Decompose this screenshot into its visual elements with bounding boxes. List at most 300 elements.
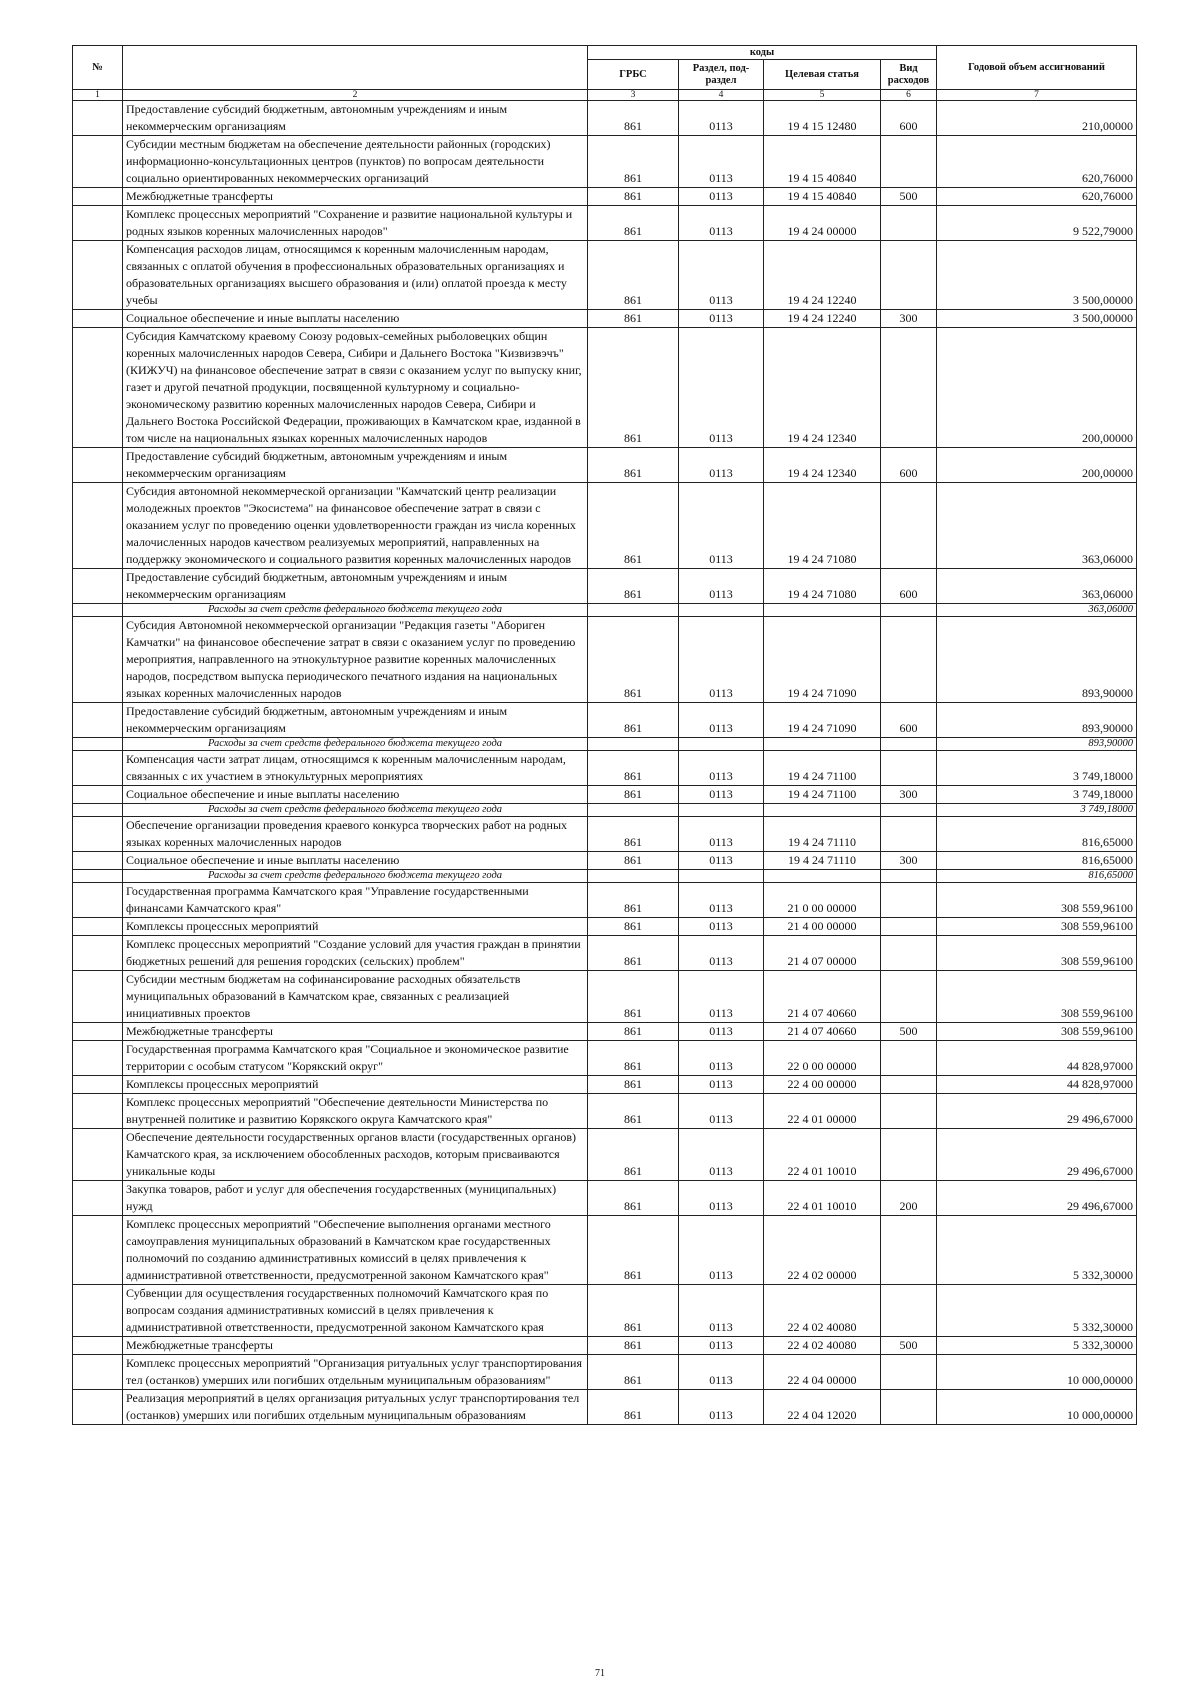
row-expense-type: 600 [881,569,937,604]
row-expense-type [881,817,937,852]
row-section: 0113 [679,786,764,804]
table-row [73,883,1137,918]
row-description: Субсидия Автономной некоммерческой организации "Редакция газеты "Абориген Камчатки" на финансовое обеспечение затрат в связи с оказанием услуг по проведению мероприятия, направленного на этнокультурное развитие коренных малочисленных народов, посредством выпуска периодического печатного издания на национальных языках коренных малочисленных народов [123,617,588,703]
table-row [73,1181,1137,1216]
header-exp-type: Вид расходов [881,60,937,90]
row-article: 19 4 24 71080 [764,483,881,569]
row-article: 21 4 00 00000 [764,918,881,936]
row-article: 22 4 01 00000 [764,1094,881,1129]
header-article: Целевая статья [764,60,881,90]
table-row [73,852,1137,870]
row-section: 0113 [679,1076,764,1094]
row-section: 0113 [679,328,764,448]
row-description: Межбюджетные трансферты [123,188,588,206]
row-description: Межбюджетные трансферты [123,1023,588,1041]
row-expense-type [881,483,937,569]
row-amount: 200,00000 [937,328,1137,448]
row-section: 0113 [679,241,764,310]
row-article: 19 4 24 71100 [764,786,881,804]
row-amount: 29 496,67000 [937,1094,1137,1129]
row-amount: 44 828,97000 [937,1041,1137,1076]
row-amount: 44 828,97000 [937,1076,1137,1094]
row-grbs: 861 [588,1041,679,1076]
row-section: 0113 [679,1285,764,1337]
row-expense-type [881,1129,937,1181]
table-row [73,569,1137,604]
row-grbs: 861 [588,1181,679,1216]
row-expense-type [881,883,937,918]
row-amount: 5 332,30000 [937,1285,1137,1337]
row-grbs [588,804,679,817]
row-grbs: 861 [588,617,679,703]
row-number [73,883,123,918]
row-number [73,569,123,604]
row-number [73,136,123,188]
row-article: 22 4 04 00000 [764,1355,881,1390]
row-description: Расходы за счет средств федерального бюджета текущего года [123,604,588,617]
table-row [73,1285,1137,1337]
row-number [73,1355,123,1390]
row-number [73,751,123,786]
row-article: 21 4 07 00000 [764,936,881,971]
row-section: 0113 [679,1181,764,1216]
row-number [73,817,123,852]
row-article [764,604,881,617]
row-grbs: 861 [588,936,679,971]
row-section: 0113 [679,1041,764,1076]
row-description: Комплекс процессных мероприятий "Обеспечение выполнения органами местного самоуправления муниципальных образований в Камчатском крае государственных полномочий по созданию административных комиссий в целях привлечения к административной ответственности, предусмотренной законом Камчатского края" [123,1216,588,1285]
table-row [73,786,1137,804]
row-article: 22 4 01 10010 [764,1181,881,1216]
row-section: 0113 [679,136,764,188]
row-section: 0113 [679,852,764,870]
row-section [679,604,764,617]
row-expense-type: 300 [881,310,937,328]
row-section: 0113 [679,751,764,786]
row-section: 0113 [679,1094,764,1129]
row-amount: 816,65000 [937,852,1137,870]
table-body [73,101,1137,1425]
row-section: 0113 [679,206,764,241]
row-number [73,1041,123,1076]
row-description: Предоставление субсидий бюджетным, автономным учреждениям и иным некоммерческим организациям [123,448,588,483]
row-expense-type: 600 [881,101,937,136]
header-grbs: ГРБС [588,60,679,90]
row-article: 22 4 02 00000 [764,1216,881,1285]
table-row [73,328,1137,448]
row-description: Субвенции для осуществления государственных полномочий Камчатского края по вопросам создания административных комиссий в целях привлечения к административной ответственности, предусмотренной законом Камчатского края [123,1285,588,1337]
row-article: 19 4 24 71110 [764,852,881,870]
table-row [73,1094,1137,1129]
row-grbs: 861 [588,918,679,936]
row-description: Расходы за счет средств федерального бюджета текущего года [123,804,588,817]
table-row [73,310,1137,328]
row-section: 0113 [679,483,764,569]
row-amount: 620,76000 [937,136,1137,188]
row-description: Расходы за счет средств федерального бюджета текущего года [123,738,588,751]
row-article: 19 4 24 00000 [764,206,881,241]
row-number [73,870,123,883]
row-expense-type [881,617,937,703]
row-section: 0113 [679,310,764,328]
row-article: 19 4 24 12340 [764,328,881,448]
table-row [73,1355,1137,1390]
row-description: Социальное обеспечение и иные выплаты населению [123,310,588,328]
row-section: 0113 [679,101,764,136]
row-amount: 308 559,96100 [937,918,1137,936]
row-article: 19 4 24 71110 [764,817,881,852]
row-number [73,1285,123,1337]
row-grbs: 861 [588,1094,679,1129]
column-number: 1 [73,90,123,101]
row-article: 19 4 24 12240 [764,241,881,310]
column-number: 7 [937,90,1137,101]
budget-sheet [72,45,1136,1425]
row-expense-type [881,1041,937,1076]
row-description: Комплекс процессных мероприятий "Сохранение и развитие национальной культуры и родных языков коренных малочисленных народов" [123,206,588,241]
row-section: 0113 [679,1355,764,1390]
row-section: 0113 [679,936,764,971]
row-grbs: 861 [588,971,679,1023]
row-description: Комплексы процессных мероприятий [123,1076,588,1094]
row-grbs: 861 [588,1337,679,1355]
table-row [73,817,1137,852]
table-row [73,751,1137,786]
row-amount: 363,06000 [937,483,1137,569]
column-number: 3 [588,90,679,101]
row-article: 22 4 04 12020 [764,1390,881,1425]
row-amount: 3 749,18000 [937,804,1137,817]
row-article: 19 4 24 71090 [764,617,881,703]
row-section [679,870,764,883]
row-expense-type: 500 [881,188,937,206]
row-description: Компенсация части затрат лицам, относящимся к коренным малочисленным народам, связанных с их участием в этнокультурных мероприятиях [123,751,588,786]
federal-funds-row [73,804,1137,817]
row-expense-type [881,751,937,786]
row-section: 0113 [679,883,764,918]
row-grbs: 861 [588,1129,679,1181]
row-number [73,738,123,751]
row-amount: 5 332,30000 [937,1337,1137,1355]
row-number [73,604,123,617]
row-description: Предоставление субсидий бюджетным, автономным учреждениям и иным некоммерческим организациям [123,101,588,136]
row-section: 0113 [679,817,764,852]
row-amount: 210,00000 [937,101,1137,136]
row-description: Социальное обеспечение и иные выплаты населению [123,786,588,804]
row-description: Закупка товаров, работ и услуг для обеспечения государственных (муниципальных) нужд [123,1181,588,1216]
row-number [73,328,123,448]
row-amount: 29 496,67000 [937,1129,1137,1181]
row-expense-type [881,604,937,617]
row-expense-type [881,136,937,188]
row-description: Комплексы процессных мероприятий [123,918,588,936]
row-number [73,448,123,483]
row-grbs: 861 [588,1076,679,1094]
table-row [73,1076,1137,1094]
table-row [73,1129,1137,1181]
row-number [73,804,123,817]
row-amount: 893,90000 [937,703,1137,738]
row-expense-type: 300 [881,786,937,804]
row-section: 0113 [679,1337,764,1355]
row-article [764,870,881,883]
row-number [73,310,123,328]
row-amount: 3 500,00000 [937,310,1137,328]
row-section [679,738,764,751]
row-section: 0113 [679,1129,764,1181]
row-number [73,852,123,870]
row-expense-type [881,1355,937,1390]
row-expense-type [881,1094,937,1129]
row-amount: 893,90000 [937,617,1137,703]
row-amount: 363,06000 [937,569,1137,604]
row-amount: 816,65000 [937,870,1137,883]
row-expense-type [881,870,937,883]
table-row [73,971,1137,1023]
federal-funds-row [73,870,1137,883]
row-expense-type: 200 [881,1181,937,1216]
table-row [73,703,1137,738]
row-amount: 816,65000 [937,817,1137,852]
row-article: 19 4 24 71100 [764,751,881,786]
row-description: Субсидии местным бюджетам на софинансирование расходных обязательств муниципальных образований в Камчатском крае, связанных с реализацией инициативных проектов [123,971,588,1023]
row-grbs: 861 [588,136,679,188]
row-amount: 10 000,00000 [937,1390,1137,1425]
header-section: Раздел, под-раздел [679,60,764,90]
row-grbs: 861 [588,101,679,136]
row-expense-type: 500 [881,1023,937,1041]
row-amount: 3 500,00000 [937,241,1137,310]
row-expense-type [881,936,937,971]
row-article: 21 4 07 40660 [764,1023,881,1041]
row-expense-type: 600 [881,703,937,738]
table-row [73,918,1137,936]
row-description: Комплекс процессных мероприятий "Обеспечение деятельности Министерства по внутренней политике и развитию Корякского округа Камчатского края" [123,1094,588,1129]
row-grbs: 861 [588,852,679,870]
table-row [73,188,1137,206]
header-description [123,46,588,90]
row-amount: 200,00000 [937,448,1137,483]
row-grbs: 861 [588,328,679,448]
row-number [73,188,123,206]
row-grbs: 861 [588,569,679,604]
row-section: 0113 [679,971,764,1023]
table-row [73,1023,1137,1041]
row-description: Компенсация расходов лицам, относящимся к коренным малочисленным народам, связанных с оплатой обучения в профессиональных образовательных организациях и образовательных организациях высшего образования и (или) оплатой проезда к месту учебы [123,241,588,310]
row-grbs: 861 [588,817,679,852]
row-number [73,1076,123,1094]
table-row [73,483,1137,569]
row-article: 22 4 02 40080 [764,1285,881,1337]
table-row [73,1390,1137,1425]
row-number [73,1337,123,1355]
row-section: 0113 [679,569,764,604]
row-expense-type [881,1076,937,1094]
row-number [73,483,123,569]
row-description: Социальное обеспечение и иные выплаты населению [123,852,588,870]
row-grbs [588,870,679,883]
header-codes: коды [588,46,937,60]
row-number [73,1094,123,1129]
row-number [73,936,123,971]
row-grbs: 861 [588,310,679,328]
row-number [73,1023,123,1041]
federal-funds-row [73,604,1137,617]
row-expense-type [881,1390,937,1425]
table-row [73,448,1137,483]
row-article: 19 4 24 71080 [764,569,881,604]
row-section [679,804,764,817]
row-article: 21 0 00 00000 [764,883,881,918]
table-row [73,206,1137,241]
row-article [764,738,881,751]
row-expense-type [881,241,937,310]
row-grbs: 861 [588,483,679,569]
column-number: 4 [679,90,764,101]
row-article [764,804,881,817]
row-article: 21 4 07 40660 [764,971,881,1023]
row-grbs: 861 [588,188,679,206]
row-article: 19 4 15 40840 [764,136,881,188]
table-row [73,1337,1137,1355]
row-article: 22 4 00 00000 [764,1076,881,1094]
row-grbs: 861 [588,786,679,804]
row-description: Предоставление субсидий бюджетным, автономным учреждениям и иным некоммерческим организациям [123,703,588,738]
row-amount: 308 559,96100 [937,971,1137,1023]
row-description: Расходы за счет средств федерального бюджета текущего года [123,870,588,883]
header-amount: Годовой объем ассигнований [937,46,1137,90]
column-number: 6 [881,90,937,101]
row-grbs: 861 [588,1023,679,1041]
row-expense-type: 600 [881,448,937,483]
row-amount: 620,76000 [937,188,1137,206]
row-article: 22 4 02 40080 [764,1337,881,1355]
row-amount: 5 332,30000 [937,1216,1137,1285]
row-description: Субсидия Камчатскому краевому Союзу родовых-семейных рыболовецких общин коренных малочисленных народов Севера, Сибири и Дальнего Востока "Кизвизвэчъ" (КИЖУЧ) на финансовое обеспечение затрат в связи с оказанием услуг по выпуску книг, газет и другой печатной продукции, посвященной культурному и социально-экономическому развитию коренных малочисленных народов Севера, Сибири и Дальнего Востока Российской Федерации, проживающих в Камчатском крае, изданной в том числе на национальных языках коренных малочисленных народов [123,328,588,448]
row-expense-type [881,1216,937,1285]
row-expense-type: 300 [881,852,937,870]
row-expense-type [881,738,937,751]
row-amount: 3 749,18000 [937,786,1137,804]
row-number [73,1216,123,1285]
table-row [73,936,1137,971]
row-section: 0113 [679,617,764,703]
row-amount: 363,06000 [937,604,1137,617]
row-section: 0113 [679,188,764,206]
row-description: Реализация мероприятий в целях организация ритуальных услуг транспортирования тел (останков) умерших или погибших отдельным муниципальным образованиям [123,1390,588,1425]
row-expense-type [881,971,937,1023]
row-description: Предоставление субсидий бюджетным, автономным учреждениям и иным некоммерческим организациям [123,569,588,604]
row-grbs: 861 [588,1216,679,1285]
page-number: 71 [595,1668,605,1679]
column-number: 5 [764,90,881,101]
row-grbs [588,604,679,617]
row-grbs: 861 [588,448,679,483]
row-grbs: 861 [588,1355,679,1390]
table-row [73,617,1137,703]
row-grbs: 861 [588,1285,679,1337]
row-grbs: 861 [588,241,679,310]
row-grbs: 861 [588,703,679,738]
row-number [73,1181,123,1216]
table-row [73,1041,1137,1076]
column-number-row [73,90,1137,101]
row-article: 19 4 24 12240 [764,310,881,328]
row-article: 19 4 24 71090 [764,703,881,738]
row-amount: 308 559,96100 [937,883,1137,918]
row-article: 19 4 15 40840 [764,188,881,206]
row-section: 0113 [679,1216,764,1285]
row-number [73,1129,123,1181]
row-description: Комплекс процессных мероприятий "Организация ритуальных услуг транспортирования тел (останков) умерших или погибших отдельным муниципальным образованиям" [123,1355,588,1390]
header-no: № [73,46,123,90]
row-section: 0113 [679,1390,764,1425]
row-grbs: 861 [588,751,679,786]
row-description: Межбюджетные трансферты [123,1337,588,1355]
row-description: Государственная программа Камчатского края "Управление государственными финансами Камчатского края" [123,883,588,918]
row-article: 22 0 00 00000 [764,1041,881,1076]
row-description: Обеспечение организации проведения краевого конкурса творческих работ на родных языках коренных малочисленных народов [123,817,588,852]
row-number [73,918,123,936]
row-expense-type [881,804,937,817]
table-row [73,241,1137,310]
row-number [73,241,123,310]
row-expense-type [881,328,937,448]
row-article: 22 4 01 10010 [764,1129,881,1181]
row-section: 0113 [679,448,764,483]
row-description: Комплекс процессных мероприятий "Создание условий для участия граждан в принятии бюджетных решений для решения городских (сельских) проблем" [123,936,588,971]
row-number [73,703,123,738]
row-article: 19 4 15 12480 [764,101,881,136]
row-amount: 9 522,79000 [937,206,1137,241]
row-expense-type [881,206,937,241]
row-description: Государственная программа Камчатского края "Социальное и экономическое развитие территории с особым статусом "Корякский округ" [123,1041,588,1076]
row-section: 0113 [679,918,764,936]
row-description: Субсидия автономной некоммерческой организации "Камчатский центр реализации молодежных проектов "Экосистема" на финансовое обеспечение затрат в связи с оказанием услуг по проведению оценки удовлетворенности граждан из числа коренных малочисленных народов качеством реализуемых мероприятий, направленных на поддержку экономического и социального развития коренных малочисленных народов [123,483,588,569]
row-description: Субсидии местным бюджетам на обеспечение деятельности районных (городских) информационно-консультационных центров (пунктов) по вопросам деятельности социально ориентированных некоммерческих организаций [123,136,588,188]
row-grbs: 861 [588,883,679,918]
row-amount: 308 559,96100 [937,1023,1137,1041]
table-row [73,101,1137,136]
row-number [73,1390,123,1425]
row-grbs [588,738,679,751]
row-amount: 10 000,00000 [937,1355,1137,1390]
budget-table [72,45,1137,1425]
column-number: 2 [123,90,588,101]
row-amount: 3 749,18000 [937,751,1137,786]
row-number [73,101,123,136]
row-description: Обеспечение деятельности государственных органов власти (государственных органов) Камчатского края, за исключением обособленных расходов, которым присваиваются уникальные коды [123,1129,588,1181]
federal-funds-row [73,738,1137,751]
row-number [73,971,123,1023]
table-row [73,136,1137,188]
row-number [73,617,123,703]
row-section: 0113 [679,703,764,738]
row-article: 19 4 24 12340 [764,448,881,483]
row-number [73,206,123,241]
row-grbs: 861 [588,206,679,241]
row-amount: 308 559,96100 [937,936,1137,971]
row-expense-type: 500 [881,1337,937,1355]
row-expense-type [881,918,937,936]
row-expense-type [881,1285,937,1337]
row-amount: 29 496,67000 [937,1181,1137,1216]
row-amount: 893,90000 [937,738,1137,751]
row-grbs: 861 [588,1390,679,1425]
row-number [73,786,123,804]
row-section: 0113 [679,1023,764,1041]
table-row [73,1216,1137,1285]
